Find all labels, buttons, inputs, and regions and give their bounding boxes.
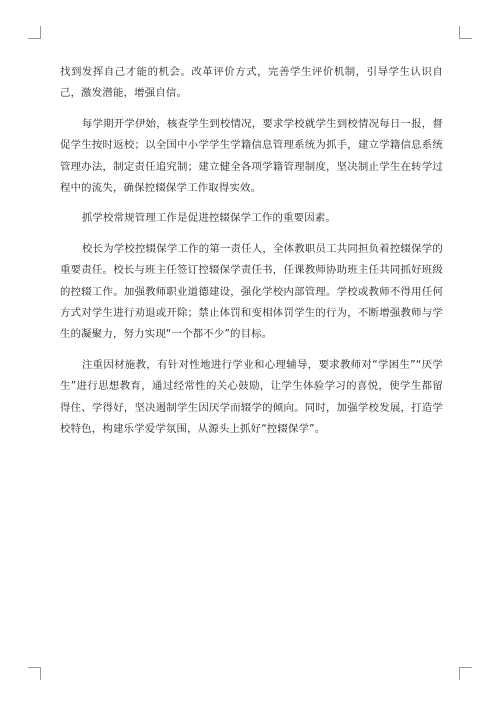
paragraph-5: 注重因材施教，有针对性地进行学业和心理辅导，要求教师对“学困生”“厌学生”进行思想教育，通过经常性的关心鼓励，让学生体验学习的喜悦，使学生都留得住、学得好，坚决遏制学生因厌学而辍学的倾向。同时，加强学校发展，打造学校特色，构建乐学爱学氛围，从源头上抓好“控辍保学”。 — [60, 358, 443, 436]
document-body — [60, 62, 443, 450]
crop-mark-bottom-right — [459, 667, 472, 680]
paragraph-3: 抓学校常规管理工作是促进控辍保学工作的重要因素。 — [81, 212, 337, 225]
crop-mark-bottom-left — [28, 667, 41, 680]
paragraph-1: 找到发挥自己才能的机会。改革评价方式，完善学生评价机制，引导学生认识自己，激发潜能，增强自信。 — [60, 66, 443, 100]
crop-mark-top-right — [459, 26, 472, 39]
crop-mark-top-left — [28, 26, 41, 39]
paragraph-2: 每学期开学伊始，核查学生到校情况，要求学校就学生到校情况每日一报，督促学生按时返校；以全国中小学学生学籍信息管理系统为抓手，建立学籍信息系统管理办法，制定责任追究制；建立健全各项学籍管理制度，坚决制止学生在转学过程中的流失，确保控辍保学工作取得实效。 — [60, 117, 443, 195]
paragraph-4: 校长为学校控辍保学工作的第一责任人，全体教职员工共同担负着控辍保学的重要责任。校长与班主任签订控辍保学责任书，任课教师协助班主任共同抓好班级的控辍工作。加强教师职业道德建设，强化学校内部管理。学校或教师不得用任何方式对学生进行劝退或开除；禁止体罚和变相体罚学生的行为，不断增强教师与学生的凝聚力，努力实现“一个都不少”的目标。 — [60, 242, 443, 341]
